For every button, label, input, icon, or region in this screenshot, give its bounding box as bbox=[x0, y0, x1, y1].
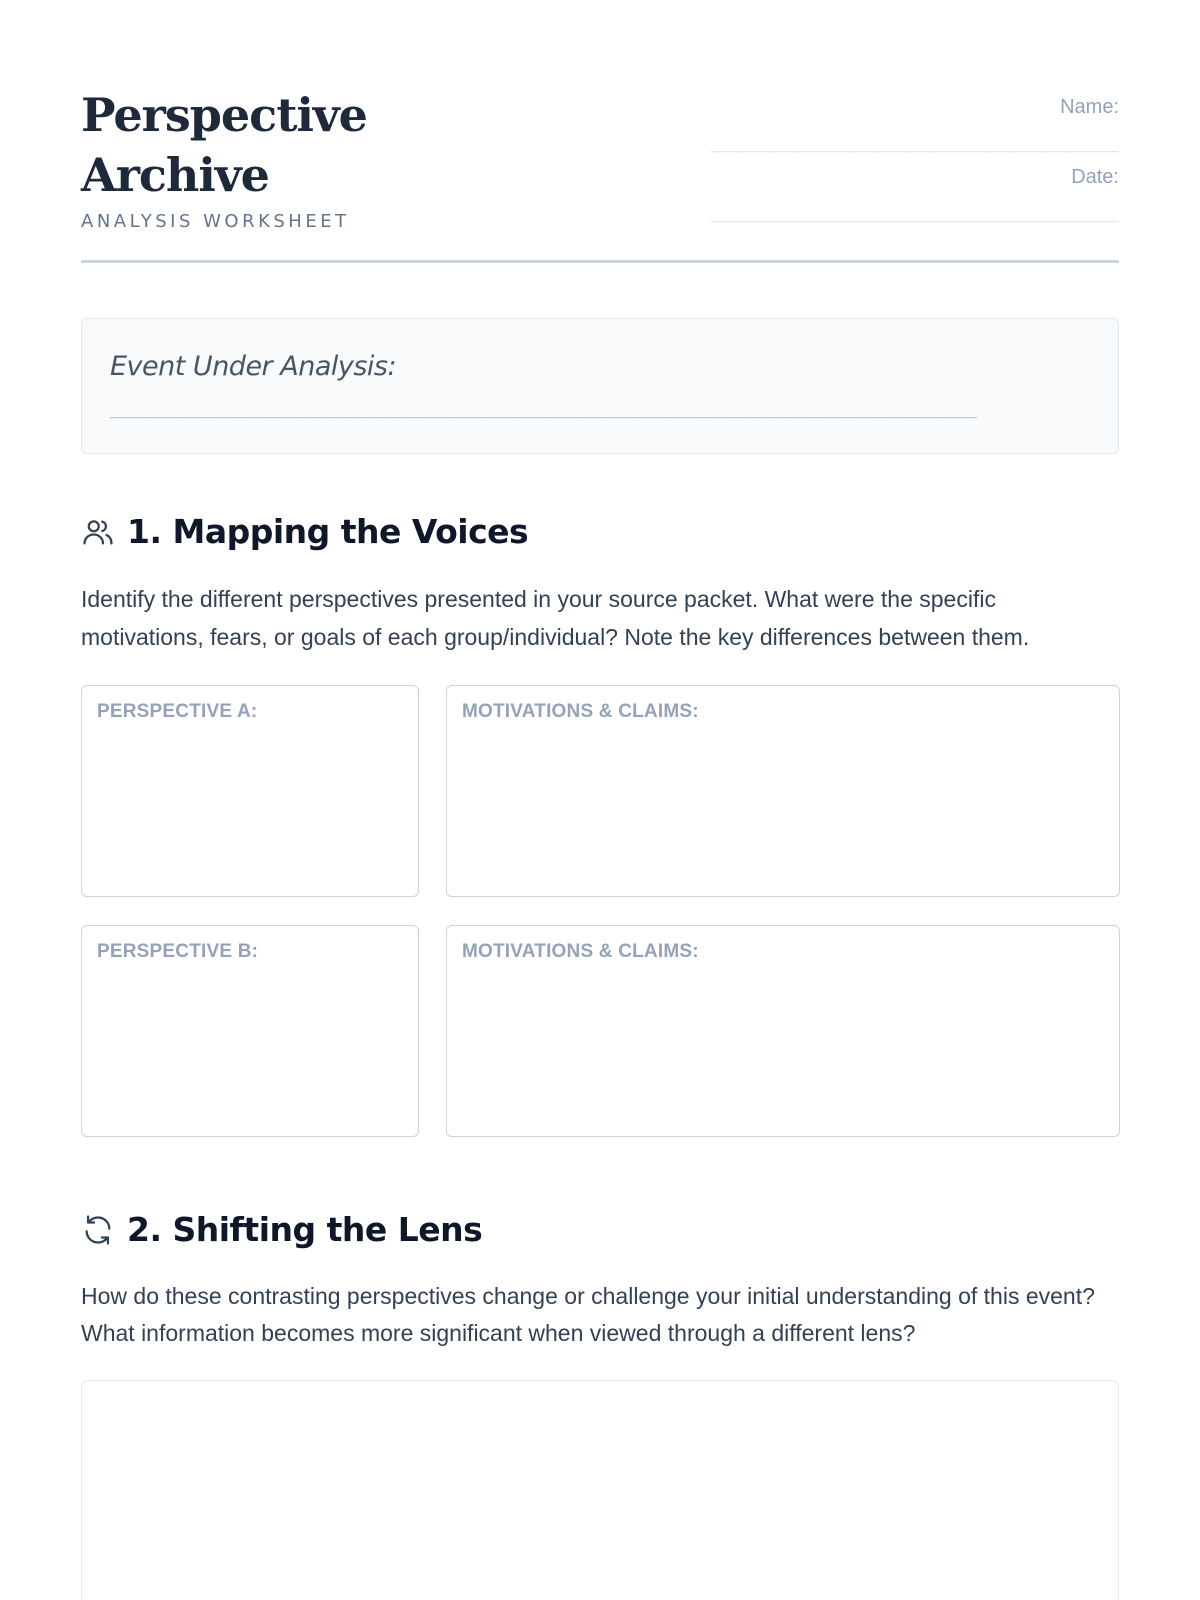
name-label: Name: bbox=[1060, 96, 1119, 118]
users-icon bbox=[81, 515, 115, 549]
perspective-b-label: PERSPECTIVE B: bbox=[97, 941, 259, 962]
section2-heading bbox=[81, 1210, 482, 1249]
section2-answer-box[interactable] bbox=[81, 1380, 1119, 1600]
date-blank-line: ____________________________________ bbox=[710, 202, 1119, 223]
worksheet-title-line2: Archive bbox=[81, 148, 269, 202]
date-label: Date: bbox=[1071, 166, 1119, 188]
motivations-b-label: MOTIVATIONS & CLAIMS: bbox=[462, 941, 699, 962]
section1-heading bbox=[81, 512, 528, 551]
motivations-b-box[interactable] bbox=[446, 925, 1120, 1137]
event-box[interactable] bbox=[81, 318, 1119, 454]
section2-title: 2. Shifting the Lens bbox=[127, 1210, 483, 1249]
worksheet-header bbox=[81, 85, 1119, 263]
refresh-icon bbox=[81, 1213, 115, 1247]
section2-description: How do these contrasting perspectives change or challenge your initial understanding of this event? What information becomes more significant when viewed through a different lens? bbox=[81, 1283, 1095, 1346]
event-label: Event Under Analysis: bbox=[110, 351, 397, 382]
perspective-a-box[interactable] bbox=[81, 685, 419, 897]
student-fields bbox=[479, 95, 1119, 225]
name-field[interactable] bbox=[479, 95, 1119, 155]
motivations-a-label: MOTIVATIONS & CLAIMS: bbox=[462, 701, 699, 722]
title-block bbox=[81, 85, 367, 232]
worksheet-title-line1: Perspective bbox=[81, 88, 367, 142]
section1-description: Identify the different perspectives presented in your source packet. What were the specific motivations, fears, or goals of each group/individual? Note the key differences between them. bbox=[81, 586, 1030, 650]
motivations-a-box[interactable] bbox=[446, 685, 1120, 897]
worksheet-subtitle: ANALYSIS WORKSHEET bbox=[81, 211, 350, 232]
date-field[interactable] bbox=[479, 165, 1119, 225]
name-blank-line: ____________________________________ bbox=[710, 132, 1119, 153]
section1-title: 1. Mapping the Voices bbox=[127, 512, 529, 551]
event-blank-line: ________________________________________________________________________________ bbox=[110, 398, 977, 419]
perspective-a-label: PERSPECTIVE A: bbox=[97, 701, 258, 722]
perspective-b-box[interactable] bbox=[81, 925, 419, 1137]
